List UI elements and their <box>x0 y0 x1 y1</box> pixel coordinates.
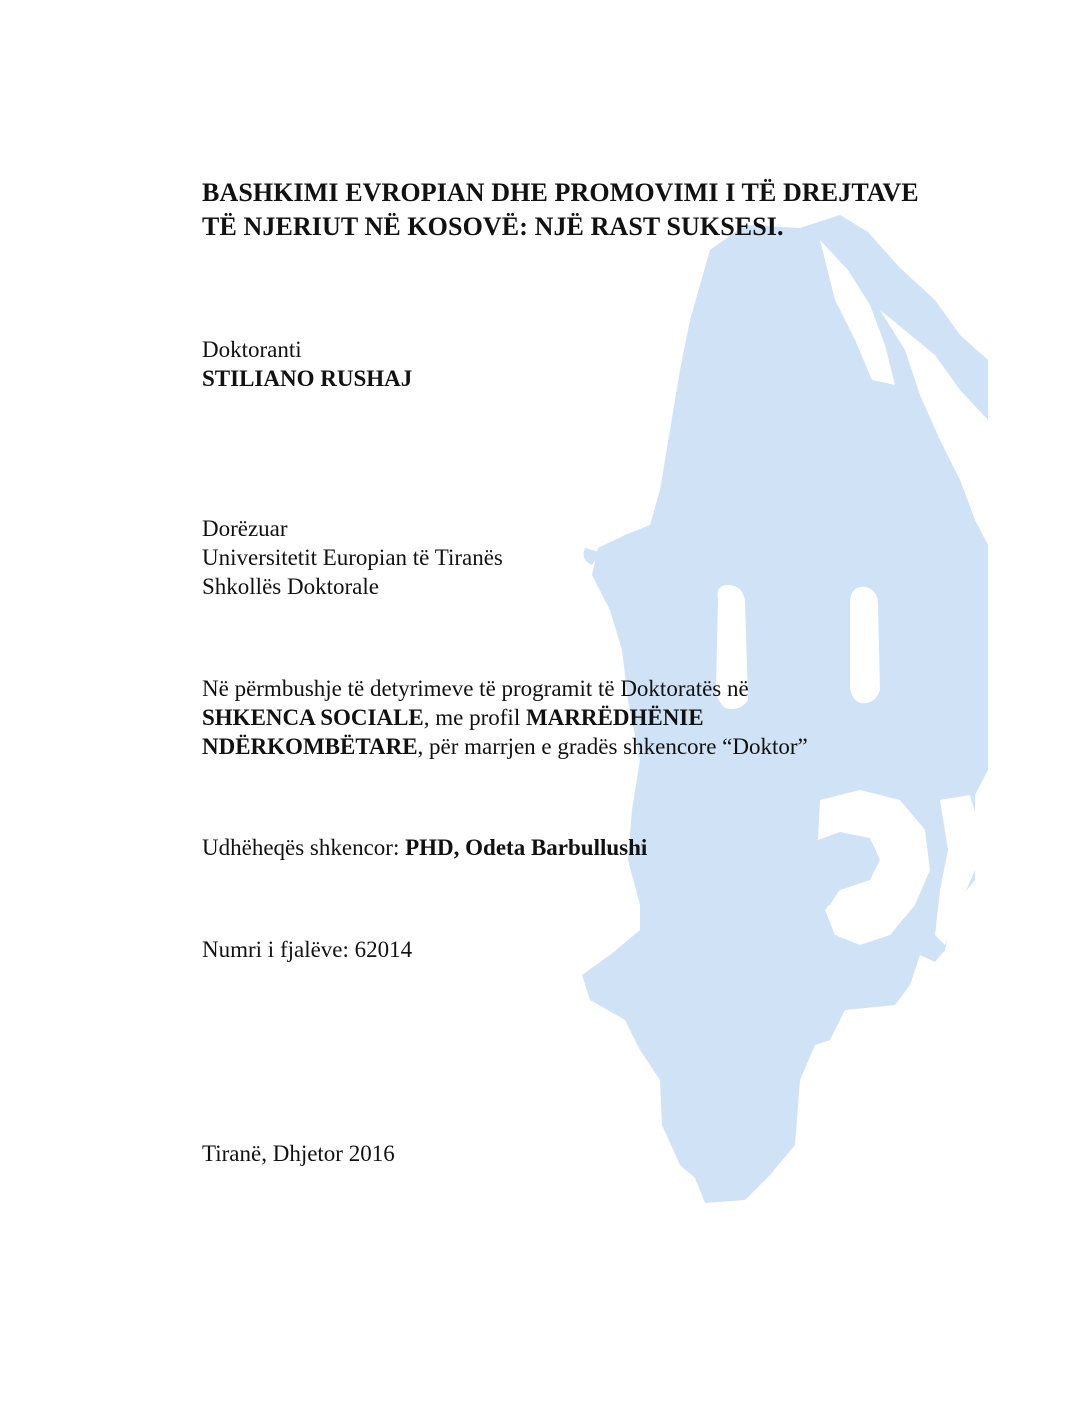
fulfillment-block <box>202 674 808 761</box>
submitted-label: Dorëzuar <box>202 516 288 541</box>
submitted-block <box>202 514 503 601</box>
submitted-university: Universitetit Europian të Tiranës <box>202 545 503 570</box>
profile-name-part-2: NDËRKOMBËTARE <box>202 734 418 759</box>
field-name: SHKENCA SOCIALE <box>202 705 424 730</box>
place-date: Tiranë, Dhjetor 2016 <box>202 1141 395 1166</box>
thesis-title-line-2: TË NJERIUT NË KOSOVË: NJË RAST SUKSESI. <box>202 212 784 241</box>
word-count-block <box>202 935 412 964</box>
profile-connector: , me profil <box>423 705 526 730</box>
supervisor-label: Udhëheqës shkencor: <box>202 835 406 860</box>
candidate-name: STILIANO RUSHAJ <box>202 366 413 391</box>
supervisor-name: PHD, Odeta Barbullushi <box>405 835 648 860</box>
word-count: Numri i fjalëve: 62014 <box>202 937 413 962</box>
candidate-block <box>202 335 412 393</box>
fulfillment-line-2 <box>202 703 808 732</box>
supervisor-block <box>202 833 647 862</box>
candidate-label: Doktoranti <box>202 337 302 362</box>
degree-text: , për marrjen e gradës shkencore “Doktor” <box>417 734 808 759</box>
fulfillment-line-1: Në përmbushje të detyrimeve të programit të Doktoratës në <box>202 676 749 701</box>
submitted-school: Shkollës Doktorale <box>202 574 379 599</box>
thesis-title <box>202 176 1002 244</box>
fulfillment-line-3 <box>202 732 808 761</box>
profile-name-part-1: MARRËDHËNIE <box>525 705 704 730</box>
thesis-title-line-1: BASHKIMI EVROPIAN DHE PROMOVIMI I TË DREJTAVE <box>202 178 919 207</box>
place-date-block <box>202 1139 395 1168</box>
